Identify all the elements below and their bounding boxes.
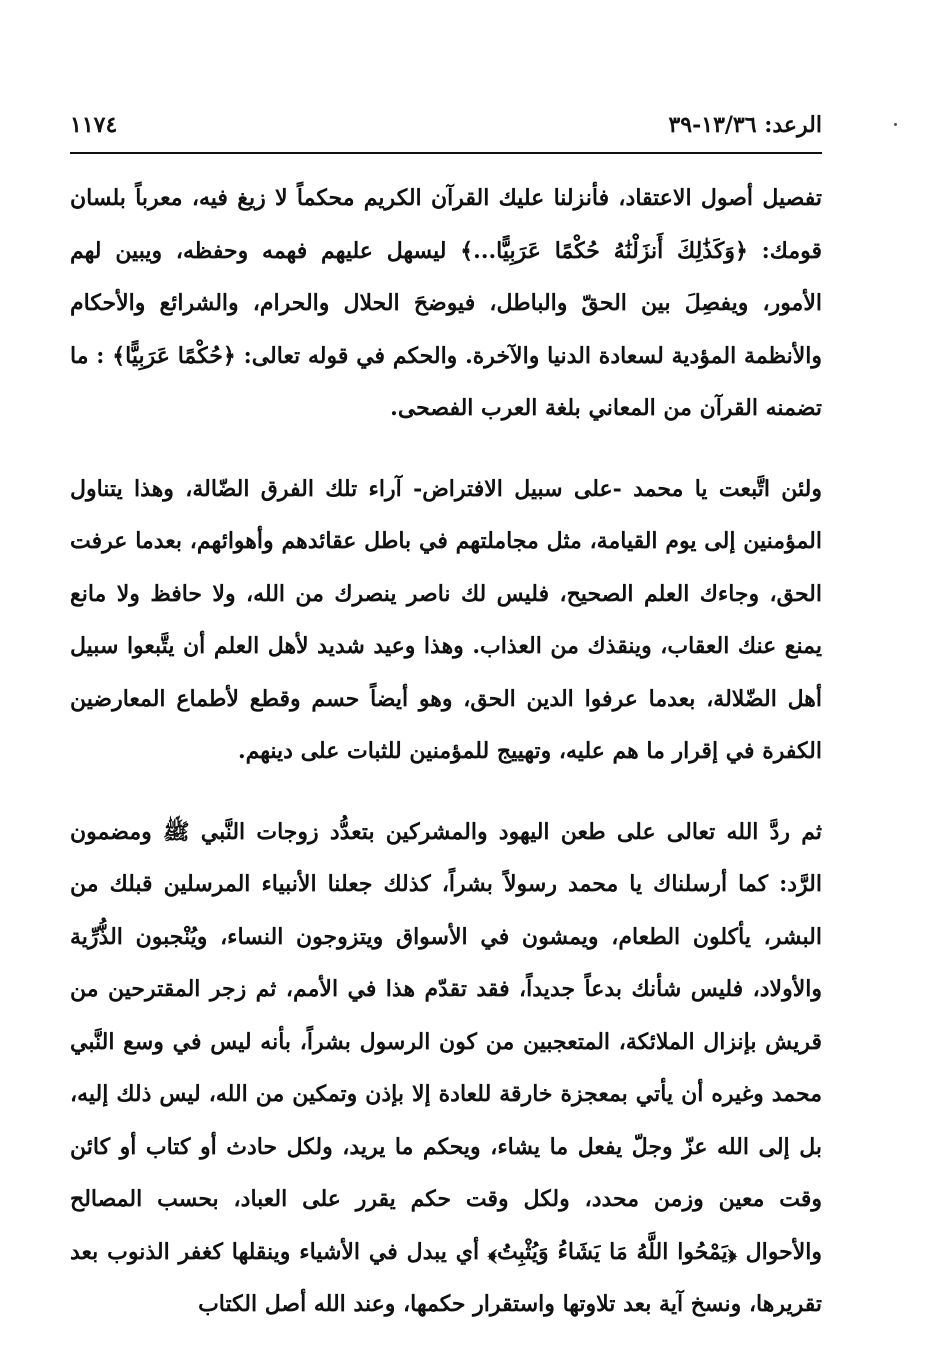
scan-speck bbox=[894, 123, 897, 126]
page-header bbox=[70, 108, 822, 148]
paragraph-2: ولئن اتَّبعت يا محمد -على سبيل الافتراض- آراء تلك الفرق الضّالة، وهذا يتناول المؤمنين إلى يوم القيامة، مثل مجاملتهم في باطل عقائدهم وأهوائهم، بعدما عرفت الحق، وجاءك العلم الصحيح، فليس لك ناصر ينصرك من الله، ولا حافظ ولا مانع يمنع عنك العقاب، وينقذك من العذاب. وهذا وعيد شديد لأهل العلم أن يتَّبعوا سبيل أهل الضّلالة، بعدما عرفوا الدين الحق، وهو أيضاً حسم وقطع لأطماع المعارضين الكفرة في إقرار ما هم عليه، وتهييج للمؤمنين للثبات على دينهم. bbox=[70, 475, 822, 764]
running-title: الرعد: ١٣/٣٦-٣٩ bbox=[668, 112, 822, 138]
body-text bbox=[70, 172, 822, 1331]
header-rule bbox=[70, 152, 822, 154]
paragraph-1: تفصيل أصول الاعتقاد، فأنزلنا عليك القرآن الكريم محكماً لا زيغ فيه، معرباً بلسان قومك: ﴿وَكَذَٰلِكَ أَنزَلْنَٰهُ حُكْمًا عَرَبِيًّا...﴾ ليسهل عليهم فهمه وحفظه، ويبين لهم الأمور، ويفصِلَ بين الحقّ والباطل، فيوضحَ الحلال والحرام، والشرائع والأحكام والأنظمة المؤدية لسعادة الدنيا والآخرة. والحكم في قوله تعالى: ﴿حُكْمًا عَرَبِيًّا﴾ : ما تضمنه القرآن من المعاني بلغة العرب الفصحى. bbox=[70, 185, 822, 421]
page-number: ١١٧٤ bbox=[70, 112, 118, 138]
paragraph-3: ثم ردَّ الله تعالى على طعن اليهود والمشركين بتعدُّد زوجات النَّبي ﷺ ومضمون الرَّد: كما أرسلناك يا محمد رسولاً بشراً، كذلك جعلنا الأنبياء المرسلين قبلك من البشر، يأكلون الطعام، ويمشون في الأسواق ويتزوجون النساء، ويُنْجبون الذُّرِّية والأولاد، فليس شأنك بدعاً جديداً، فقد تقدّم هذا في الأمم، ثم زجر المقترحين من قريش بإنزال الملائكة، المتعجبين من كون الرسول بشراً، بأنه ليس في وسع النَّبي محمد وغيره أن يأتي بمعجزة خارقة للعادة إلا بإذن وتمكين من الله، ليس ذلك إليه، بل إلى الله عزّ وجلّ يفعل ما يشاء، ويحكم ما يريد، ولكل حادث أو كتاب أو كائن وقت معين وزمن محدد، ولكل وقت حكم يقرر على العباد، بحسب المصالح والأحوال ﴿يَمْحُوا اللَّهُ مَا يَشَاءُ وَيُثْبِتُ﴾ أي يبدل في الأشياء وينقلها كغفر الذنوب بعد تقريرها، ونسخ آية بعد تلاوتها واستقرار حكمها، وعند الله أصل الكتاب bbox=[70, 818, 822, 1317]
